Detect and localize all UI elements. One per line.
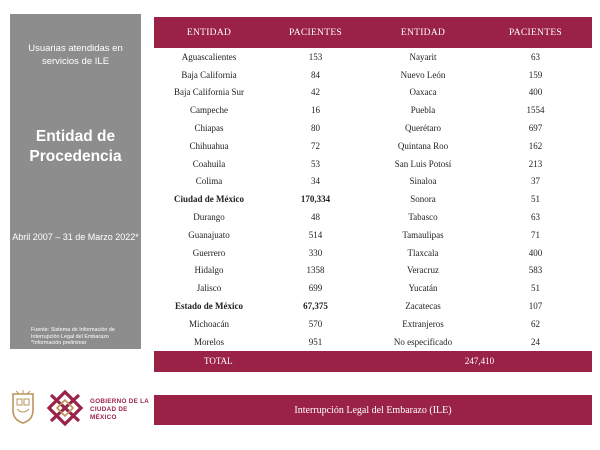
entity-cell: Oaxaca [409, 87, 437, 98]
patients-cell: 330 [308, 247, 323, 258]
table-row [154, 155, 592, 173]
table-header-row [154, 17, 592, 48]
entity-cell: Yucatán [408, 283, 438, 294]
patients-cell: 570 [308, 318, 323, 329]
patients-cell: 24 [531, 336, 540, 347]
patients-cell: 1554 [526, 105, 545, 116]
entity-cell: Querétaro [405, 123, 441, 134]
footer-banner-text: Interrupción Legal del Embarazo (ILE) [294, 404, 452, 416]
entity-cell: Ciudad de México [173, 194, 244, 205]
entity-cell: Tamaulipas [402, 229, 444, 240]
footer-banner [154, 395, 592, 425]
entity-cell: Chihuahua [189, 140, 229, 151]
entity-cell: San Luis Potosí [394, 158, 452, 169]
patients-cell: 170,334 [300, 194, 331, 205]
side-title: Entidad de Procedencia [29, 128, 122, 165]
table-row [154, 84, 592, 102]
table-row [154, 333, 592, 351]
entity-cell: Extranjeros [402, 318, 444, 329]
patients-cell: 51 [531, 194, 540, 205]
entity-cell: Colima [195, 176, 223, 187]
total-row [154, 351, 592, 372]
entity-cell: Durango [193, 212, 225, 223]
patients-cell: 699 [308, 283, 323, 294]
entity-cell: Guanajuato [188, 229, 230, 240]
header-entity-right: ENTIDAD [367, 17, 479, 48]
patients-cell: 71 [531, 229, 540, 240]
patients-cell: 400 [528, 247, 543, 258]
total-value: 247,410 [367, 351, 592, 372]
patients-cell: 159 [528, 69, 543, 80]
table-row [154, 119, 592, 137]
table-row [154, 315, 592, 333]
patients-cell: 697 [528, 123, 543, 134]
entity-cell: Morelos [194, 336, 224, 347]
patients-cell: 162 [528, 140, 543, 151]
entity-cell: Nayarit [409, 51, 437, 62]
header-patients-left: PACIENTES [264, 17, 367, 48]
patients-cell: 400 [528, 87, 543, 98]
table-row [154, 190, 592, 208]
cdmx-knot-logo-icon [46, 390, 84, 426]
government-name [90, 398, 150, 422]
patients-cell: 67,375 [303, 301, 328, 312]
patients-cell: 583 [528, 265, 543, 276]
patients-cell: 42 [311, 87, 320, 98]
header-patients-right: PACIENTES [479, 17, 592, 48]
entity-cell: Aguascalientes [181, 51, 237, 62]
patients-cell: 80 [311, 123, 320, 134]
entity-cell: Nuevo León [400, 69, 446, 80]
entity-cell: Sinaloa [409, 176, 437, 187]
side-panel [10, 14, 141, 349]
patients-cell: 153 [308, 51, 323, 62]
entity-cell: No especificado [393, 336, 453, 347]
patients-table [154, 17, 592, 372]
table-row [154, 244, 592, 262]
entity-cell: Baja California [181, 69, 237, 80]
table-row [154, 66, 592, 84]
entity-cell: Tlaxcala [407, 247, 439, 258]
table-row [154, 101, 592, 119]
table-row [154, 262, 592, 280]
table-row [154, 208, 592, 226]
side-period: Abril 2007 – 31 de Marzo 2022* [12, 232, 139, 242]
table-body [154, 48, 592, 351]
patients-cell: 51 [531, 283, 540, 294]
entity-cell: Tabasco [408, 212, 438, 223]
coat-of-arms-icon [10, 390, 36, 424]
government-name-line2: CIUDAD DE MÉXICO [90, 406, 128, 421]
patients-cell: 48 [311, 212, 320, 223]
table-row [154, 48, 592, 66]
entity-cell: Puebla [410, 105, 436, 116]
entity-cell: Coahuila [192, 158, 226, 169]
patients-cell: 37 [531, 176, 540, 187]
patients-cell: 53 [311, 158, 320, 169]
entity-cell: Jalisco [196, 283, 222, 294]
table-row [154, 173, 592, 191]
total-label: TOTAL [154, 351, 367, 372]
table-row [154, 297, 592, 315]
entity-cell: Zacatecas [405, 301, 441, 312]
patients-cell: 62 [531, 318, 540, 329]
patients-cell: 34 [311, 176, 320, 187]
entity-cell: Campeche [190, 105, 228, 116]
entity-cell: Chiapas [194, 123, 224, 134]
header-entity-left: ENTIDAD [154, 17, 264, 48]
table-row [154, 279, 592, 297]
patients-cell: 213 [528, 158, 543, 169]
table-row [154, 226, 592, 244]
patients-cell: 951 [308, 336, 323, 347]
government-name-line1: GOBIERNO DE LA [90, 398, 150, 405]
entity-cell: Guerrero [192, 247, 226, 258]
entity-cell: Baja California Sur [174, 87, 244, 98]
entity-cell: Sonora [410, 194, 436, 205]
side-source-note: Fuente: Sistema de Información de Interrupción Legal del Embarazo *Información preliminar [31, 327, 115, 347]
patients-cell: 514 [308, 229, 323, 240]
government-logos [10, 390, 150, 426]
patients-cell: 72 [311, 140, 320, 151]
entity-cell: Estado de México [175, 301, 243, 312]
entity-cell: Quintana Roo [397, 140, 449, 151]
patients-cell: 84 [311, 69, 320, 80]
patients-cell: 63 [531, 51, 540, 62]
side-subtitle: Usuarias atendidas en servicios de ILE [28, 43, 123, 67]
patients-cell: 1358 [306, 265, 325, 276]
patients-cell: 16 [311, 105, 320, 116]
patients-cell: 63 [531, 212, 540, 223]
patients-cell: 107 [528, 301, 543, 312]
entity-cell: Michoacán [189, 318, 229, 329]
table-row [154, 137, 592, 155]
entity-cell: Veracruz [407, 265, 439, 276]
entity-cell: Hidalgo [194, 265, 224, 276]
